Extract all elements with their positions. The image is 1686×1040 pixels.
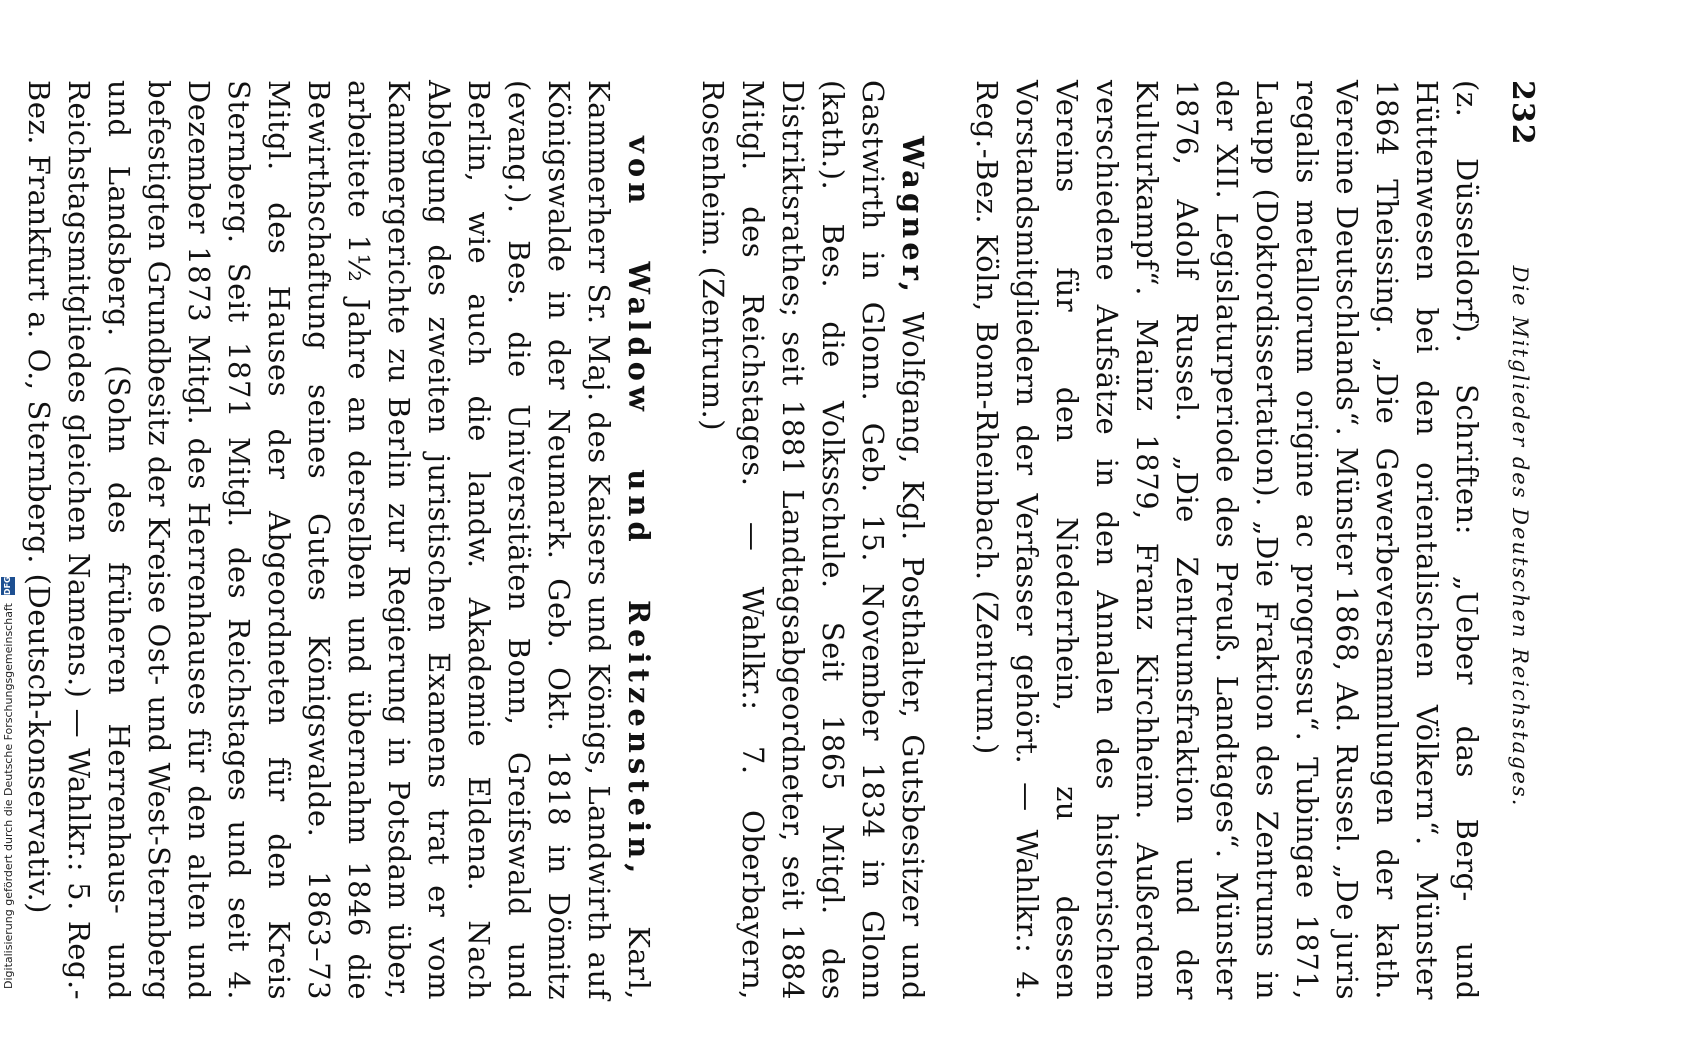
scanned-page — [22, 40, 1610, 1040]
entry-name: von Waldow und Reitzenstein, — [622, 136, 656, 879]
entry-waldow — [19, 80, 659, 1000]
credit-text: Digitalisierung gefördert durch die Deutsche Forschungsgemeinschaft — [1, 603, 15, 989]
page-number: 232 — [1505, 80, 1540, 146]
entry-text: Karl, Kammerherr Sr. Maj. des Kaisers und Königs, Landwirth auf Königswalde in der Neumark. Geb. Okt. 1818 in Dömitz (evang.). Bes. die Universitäten Bonn, Greifswald und Berlin, wie auch die landw. Akademie Eldena. Nach Ablegung des zweiten juristischen Examens trat er vom Kammergerichte zu Berlin zur Regierung in Potsdam über, arbeitete 1½ Jahre an derselben und übernahm 1846 die Bewirthschaftung seines Gutes Königswalde. 1863–73 Mitgl. des Hauses der Abgeordneten für den Kreis Sternberg. Seit 1871 Mitgl. des Reichstages und seit 4. Dezember 1873 Mitgl. des Herrenhauses für den alten und befestigten Grundbesitz der Kreise Ost- und West-Sternberg und Landsberg. (Sohn des früheren Herrenhaus- und Reichstagsmitgliedes gleichen Namens.) — Wahlkr.: 5. Reg.-Bez. Frankfurt a. O., Sternberg. (Deutsch-konservativ.) — [22, 80, 656, 1000]
entry-name: Wagner, — [896, 136, 930, 296]
entry-text: Wolfgang, Kgl. Posthalter, Gutsbesitzer und Gastwirth in Glonn. Geb. 15. November 1834 in Glonn (kath.). Bes. die Volksschule. Seit 1865 Mitgl. des Distriktsrathes; seit 1881 Landtagsabgeordneter, seit 1884 Mitgl. des Reichstages. — Wahlkr.: 7. Oberbayern, Rosenheim. (Zentrum.) — [696, 80, 930, 1001]
digitization-credit — [0, 9, 19, 989]
dfg-logo-icon: DFG — [1, 577, 15, 595]
entry-text: (z. Düsseldorf). Schriften: „Ueber das Berg- und Hüttenwesen bei den orientalischen Völkern“. Münster 1864 Theissing. „Die Gewerbeversammlungen der kath. Vereine Deutschlands“. Münster 1868, Ad. Russel. „De juris regalis metallorum origine ac progressu“. Tubingae 1871, Laupp (Doktordissertation). „Die Fraktion des Zentrums in der XII. Legislaturperiode des Preuß. Landtages“. Münster 1876, Adolf Russel. „Die Zentrumsfraktion und der Kulturkampf“. Mainz 1879, Franz Kirchheim. Außerdem verschiedene Aufsätze in den Annalen des historischen Vereins für den Niederrhein, zu dessen Vorstandsmitgliedern der Verfasser gehört. — Wahlkr.: 4. Reg.-Bez. Köln, Bonn-Rheinbach. (Zentrum.) — [970, 80, 1484, 1000]
running-head — [1505, 80, 1540, 1000]
page-content — [22, 40, 1610, 1040]
entry-wagner — [693, 80, 933, 1000]
entry-continued — [967, 80, 1487, 1000]
running-title: Die Mitglieder des Deutschen Reichstages. — [1508, 265, 1532, 808]
